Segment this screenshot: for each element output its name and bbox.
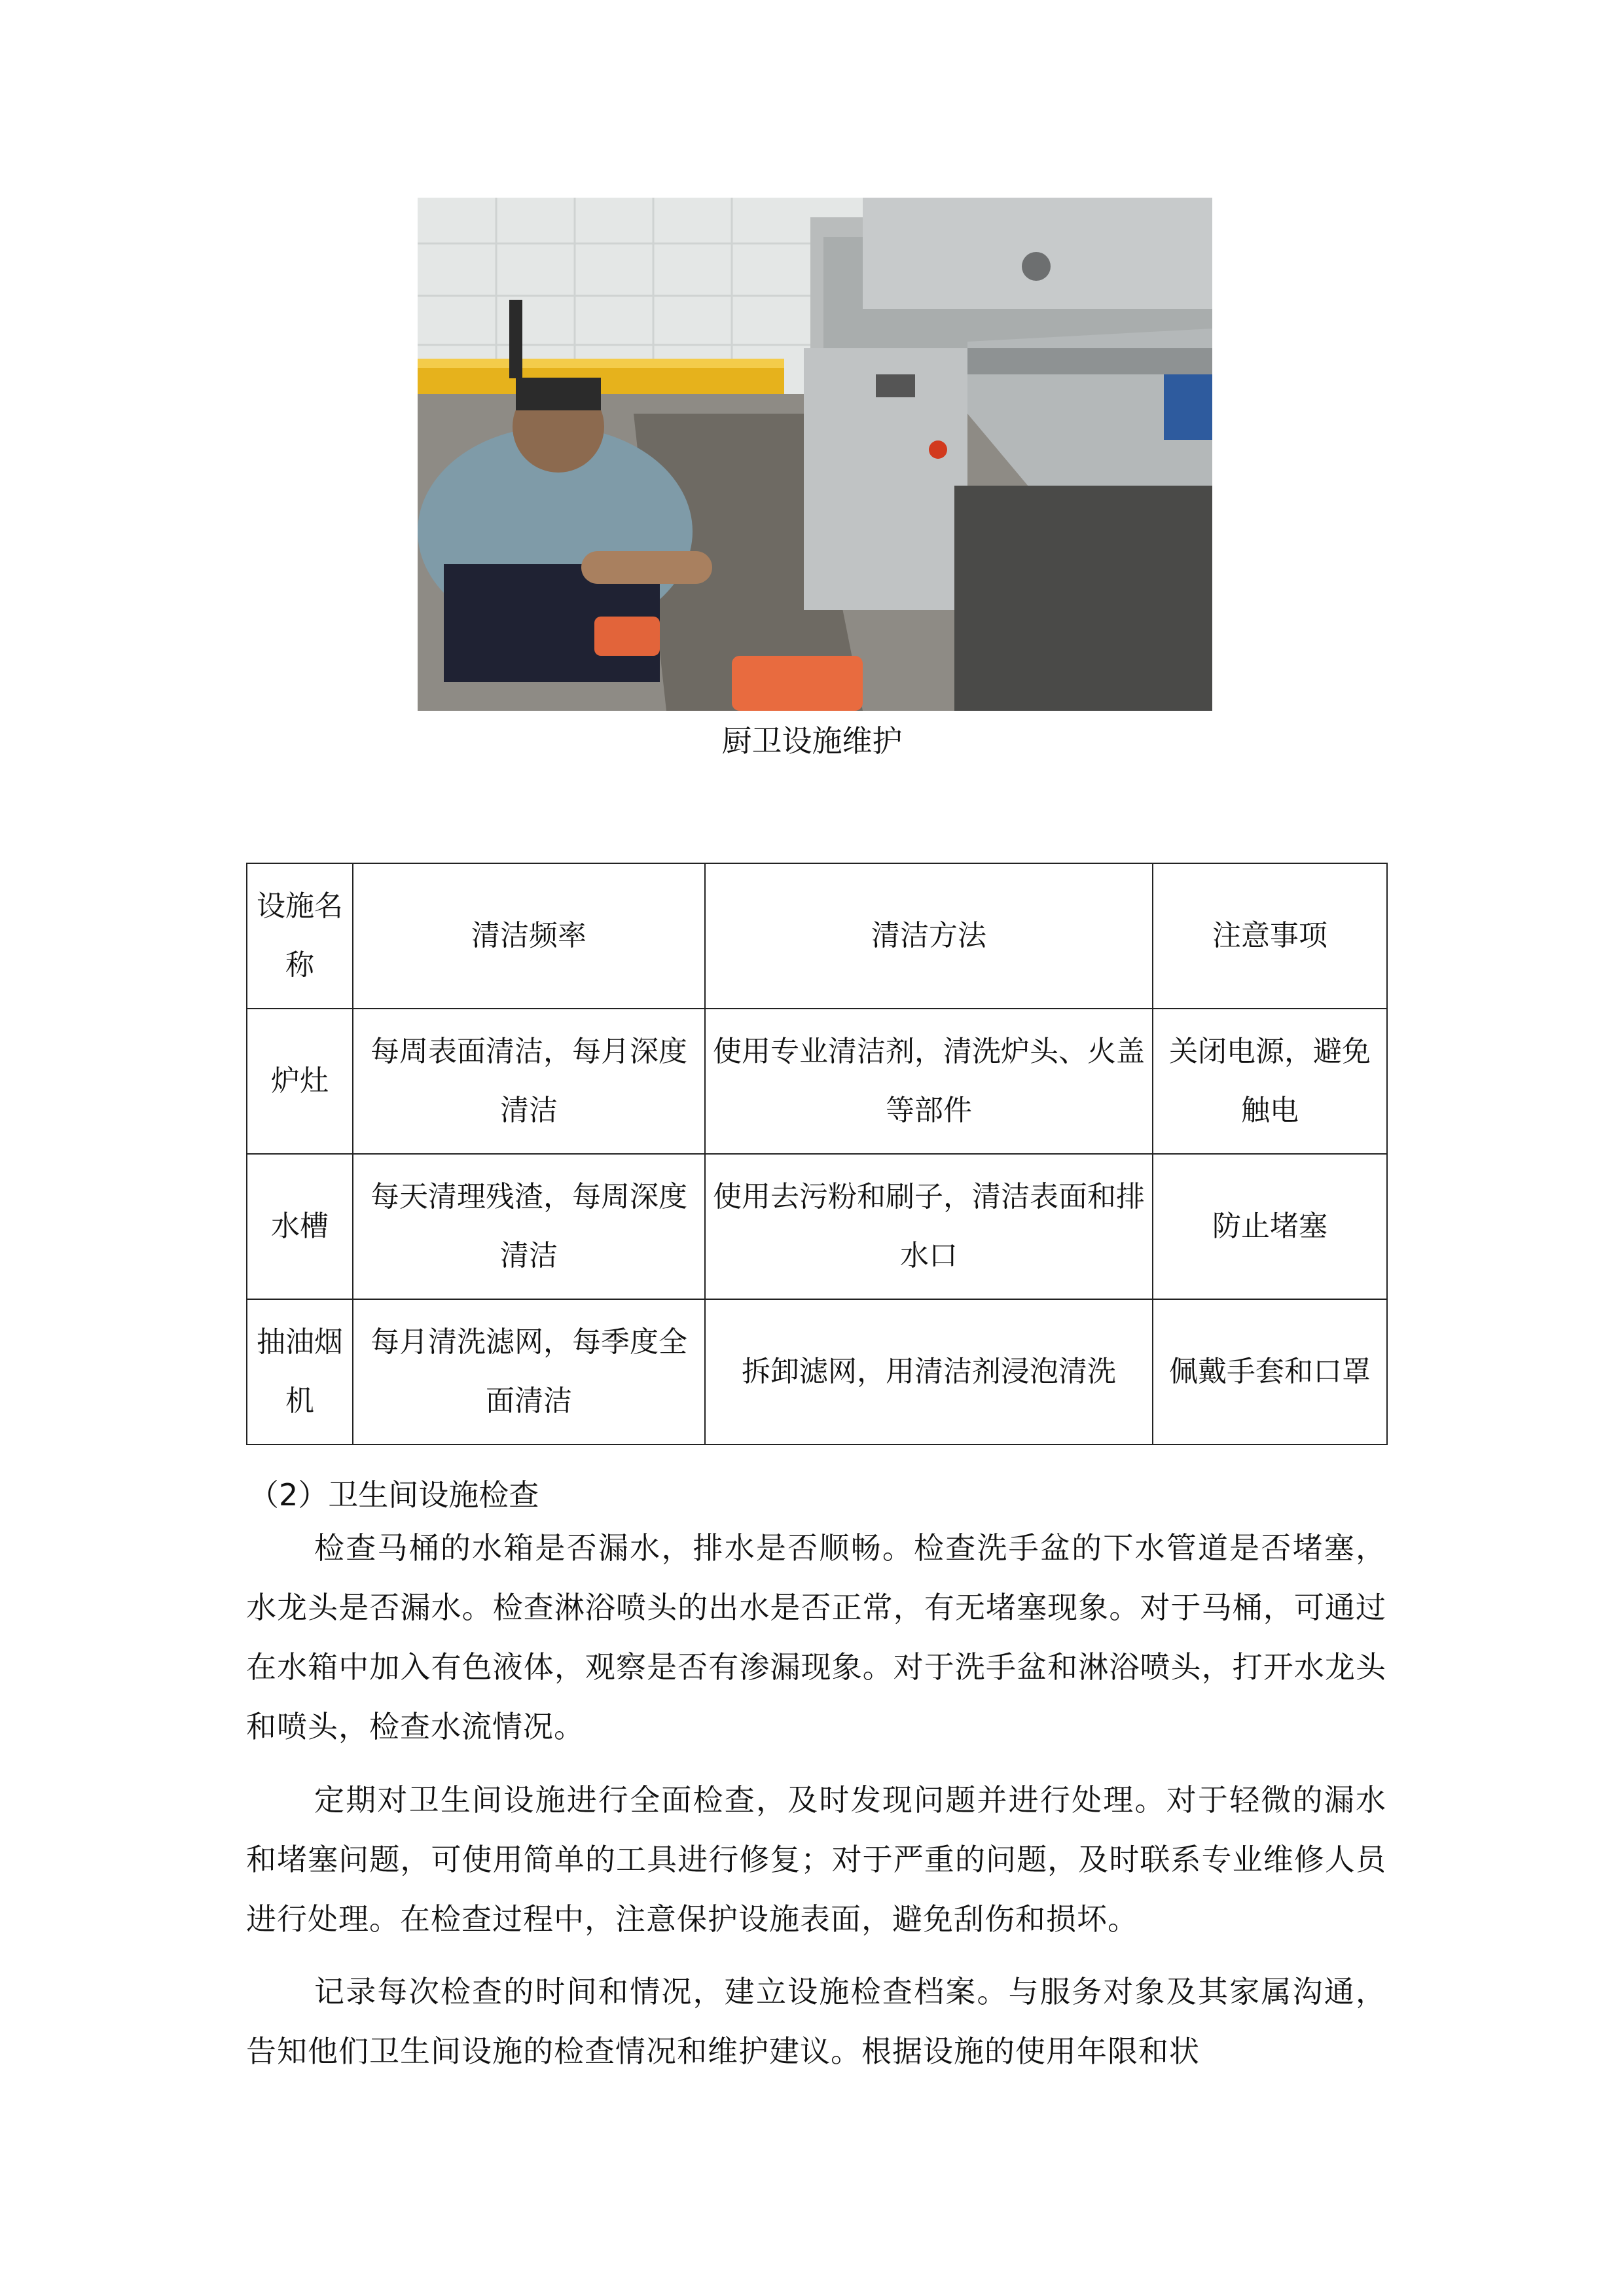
paragraph: 定期对卫生间设施进行全面检查，及时发现问题并进行处理。对于轻微的漏水和堵塞问题，可使用简单的工具进行修复；对于严重的问题，及时联系专业维修人员进行处理。在检查过程中，注意保护设施表面，避免刮伤和损坏。 [246, 1782, 1386, 1937]
photo-illustration [418, 198, 1212, 711]
table-cell: 抽油烟机 [247, 1299, 353, 1444]
table-cell: 水槽 [247, 1154, 353, 1299]
table-cell: 每天清理残渣，每周深度清洁 [353, 1154, 705, 1299]
table-cell: 拆卸滤网，用清洁剂浸泡清洗 [705, 1299, 1153, 1444]
paragraph: 记录每次检查的时间和情况，建立设施检查档案。与服务对象及其家属沟通，告知他们卫生间设施的检查情况和维护建议。根据设施的使用年限和状 [246, 1974, 1386, 2069]
table-row [247, 1009, 1387, 1154]
table-cell: 每周表面清洁，每月深度清洁 [353, 1009, 705, 1154]
table-cell: 防止堵塞 [1153, 1154, 1387, 1299]
header-cell: 设施名称 [247, 863, 353, 1009]
table-cell: 关闭电源，避免触电 [1153, 1009, 1387, 1154]
table-cell: 佩戴手套和口罩 [1153, 1299, 1387, 1444]
table-cell: 使用去污粉和刷子，清洁表面和排水口 [705, 1154, 1153, 1299]
table-row [247, 1299, 1387, 1444]
figure-caption: 厨卫设施维护 [721, 723, 903, 759]
table-cell: 每月清洗滤网，每季度全面清洁 [353, 1299, 705, 1444]
table-row [247, 1154, 1387, 1299]
header-cell: 清洁方法 [705, 863, 1153, 1009]
kitchen-maintenance-photo [418, 198, 1212, 711]
table-header-row [247, 863, 1387, 1009]
header-cell: 清洁频率 [353, 863, 705, 1009]
table-cell: 炉灶 [247, 1009, 353, 1154]
paragraph: 检查马桶的水箱是否漏水，排水是否顺畅。检查洗手盆的下水管道是否堵塞，水龙头是否漏水。检查淋浴喷头的出水是否正常，有无堵塞现象。对于马桶，可通过在水箱中加入有色液体，观察是否有渗漏现象。对于洗手盆和淋浴喷头，打开水龙头和喷头，检查水流情况。 [246, 1530, 1386, 1744]
cleaning-schedule-table [246, 863, 1388, 1445]
header-cell: 注意事项 [1153, 863, 1387, 1009]
section-heading: （2）卫生间设施检查 [249, 1477, 539, 1513]
table-cell: 使用专业清洁剂，清洗炉头、火盖等部件 [705, 1009, 1153, 1154]
